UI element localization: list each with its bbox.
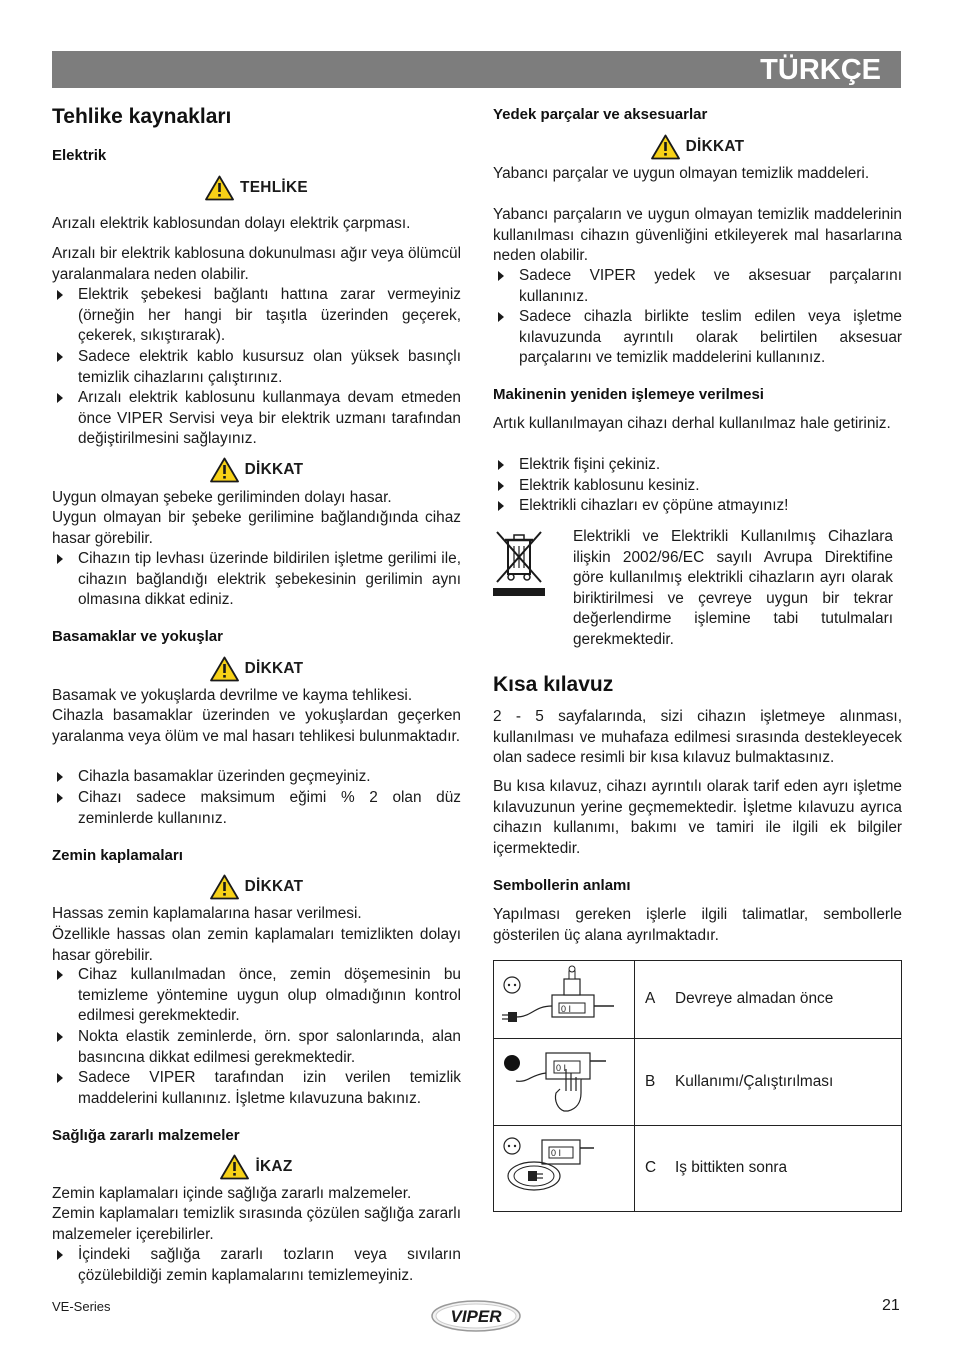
heading-symbols: Sembollerin anlamı: [493, 877, 631, 894]
paragraph: Yapılması gereken işlerle ilgili talimatlar, sembollerle gösterilen üç alana ayrılmaktadır.: [493, 906, 902, 944]
bullet-item: Elektrik fişini çekiniz.: [493, 455, 902, 476]
warning-alert: [52, 1153, 461, 1181]
paragraph: Basamak ve yokuşlarda devrilme ve kayma tehlikesi.: [52, 687, 413, 704]
symbol-description: [635, 1126, 902, 1212]
switch-label: 0 I: [551, 1148, 562, 1158]
bullet-item: Elektrik şebekesi bağlantı hattına zarar vermeyiniz (örneğin her hangi bir taşıtla üzerinden geçerek, çekerek, sıkıştırarak).: [52, 285, 461, 347]
warning-caution: [493, 133, 902, 161]
section-title-quick-guide: Kısa kılavuz: [493, 673, 614, 696]
symbol-label: Kullanımı/Çalıştırılması: [675, 1072, 834, 1090]
heading-stairs: Basamaklar ve yokuşlar: [52, 628, 223, 645]
symbol-description: [635, 1038, 902, 1126]
section-title-hazards: Tehlike kaynakları: [52, 105, 232, 128]
language-header-bar: [52, 51, 901, 88]
warning-triangle-icon: [205, 175, 234, 201]
bullet-item: Cihazın tip levhası üzerinde bildirilen işletme gerilimi ile, cihazın bağlandığı elektrik şebekesinin gerilimin aynı olmasına dikkat ediniz.: [52, 549, 461, 611]
symbol-cell: [494, 1126, 635, 1212]
symbols-table: [493, 960, 902, 1212]
bullet-item: Sadece elektrik kablo kusursuz olan yüksek basınçlı temizlik cihazlarını çalıştırınız.: [52, 347, 461, 388]
bullet-item: Cihaz kullanılmadan önce, zemin döşemesinin bu temizleme yöntemine uygun olup olmadığının kontrol edilmesi gerekmektedir.: [52, 965, 461, 1027]
heading-spare-parts: Yedek parçalar ve aksesuarlar: [493, 106, 708, 123]
paragraph: Bu kısa kılavuz, cihazı ayrıntılı olarak tarif eden ayrı işletme kılavuzunun yerine geçmemektedir. İşletme kılavuzu ayrıca cihazın kullanımı, bakımı ve tamiri ile ilgili ek bilgiler içermektedir.: [493, 778, 902, 857]
symbol-cell: [494, 961, 635, 1039]
page-number: 21: [882, 1297, 900, 1314]
bullet-item: Arızalı elektrik kablosunu kullanmaya devam etmeden önce VIPER Servisi veya bir elektrik uzmanı tarafından değiştirilmesini sağlayınız.: [52, 388, 461, 450]
bullet-item: Cihazı sadece maksimum eğimi % 2 olan düz zeminlerde kullanınız.: [52, 788, 461, 829]
bullet-item: Cihazla basamaklar üzerinden geçmeyiniz.: [52, 767, 461, 788]
unplug-icon: [494, 1126, 634, 1204]
logo-text: VIPER: [450, 1307, 502, 1326]
table-row: [494, 1038, 902, 1126]
viper-logo: [430, 1298, 522, 1334]
paragraph: Yabancı parçaların ve uygun olmayan temizlik maddelerinin kullanılması cihazın güvenliğini etkileyerek mal hasarlarına neden olabilir.: [493, 206, 902, 264]
table-row: [494, 1126, 902, 1212]
warning-label: DİKKAT: [685, 137, 745, 155]
symbol-letter: C: [645, 1159, 657, 1176]
warning-danger: [52, 174, 461, 202]
crossed-out-bin-icon: [493, 528, 545, 598]
warning-label: DİKKAT: [244, 460, 304, 478]
warning-caution: [52, 655, 461, 683]
warning-triangle-icon: [651, 134, 680, 160]
bullet-item: Sadece cihazla birlikte teslim edilen veya işletme kılavuzunda ayrıntılı olarak belirtilen aksesuar parçalarını ve temizlik maddelerini kullanınız.: [493, 307, 902, 369]
symbol-letter: B: [645, 1072, 656, 1090]
bullet-item: Elektrik kablosunu kesiniz.: [493, 476, 902, 497]
bullet-item: İçindeki sağlığa zararlı tozların veya sıvıların çözülebildiği zemin kaplamalarını temizlemeyiniz.: [52, 1245, 461, 1286]
symbol-description: [635, 961, 902, 1039]
symbol-label: Devreye almadan önce: [675, 990, 834, 1007]
heading-electric: Elektrik: [52, 147, 107, 164]
warning-caution: [52, 873, 461, 901]
paragraph: Artık kullanılmayan cihazı derhal kullanılmaz hale getiriniz.: [493, 415, 891, 432]
weee-directive-text: Elektrikli ve Elektrikli Kullanılmış Cihazlara ilişkin 2002/96/EC sayılı Avrupa Direktifine göre kullanılmış elektrikli cihazların ayrı olarak biriktirilmesi ve çevreye uygun bir tekrar değerlendirme işlemine tabi tutulmaları gerekmektedir.: [573, 528, 893, 648]
symbol-letter: A: [645, 990, 656, 1007]
bullet-item: Elektrikli cihazları ev çöpüne atmayınız!: [493, 496, 902, 517]
heading-decommissioning: Makinenin yeniden işlemeye verilmesi: [493, 386, 764, 403]
symbol-label: Iş bittikten sonra: [675, 1159, 788, 1176]
paragraph: Özellikle hassas olan zemin kaplamaları temizlikten dolayı hasar görebilir.: [52, 926, 461, 964]
warning-label: TEHLİKE: [240, 178, 308, 196]
switch-label: 0 I: [561, 1004, 572, 1014]
bullet-item: Nokta elastik zeminlerde, örn. spor salonlarında, alan basıncına dikkat edilmesi gerekmektedir.: [52, 1027, 461, 1068]
language-title: TÜRKÇE: [760, 54, 881, 86]
warning-triangle-icon: [210, 656, 239, 682]
warning-label: DİKKAT: [244, 659, 304, 677]
paragraph: Hassas zemin kaplamalarına hasar verilmesi.: [52, 905, 362, 922]
warning-caution: [52, 456, 461, 484]
plug-in-icon: [494, 961, 634, 1031]
paragraph: Uygun olmayan bir şebeke gerilimine bağlandığında cihaz hasar görebilir.: [52, 509, 461, 547]
paragraph: Yabancı parçalar ve uygun olmayan temizlik maddeleri.: [493, 165, 870, 182]
warning-label: DİKKAT: [244, 877, 304, 895]
warning-triangle-icon: [210, 874, 239, 900]
heading-floor: Zemin kaplamaları: [52, 847, 183, 864]
bullet-item: Sadece VIPER tarafından izin verilen temizlik maddelerini kullanınız. İşletme kılavuzuna bakınız.: [52, 1068, 461, 1109]
paragraph: Uygun olmayan şebeke geriliminden dolayı hasar.: [52, 489, 392, 506]
warning-triangle-icon: [210, 457, 239, 483]
warning-triangle-icon: [220, 1154, 249, 1180]
switch-label: 0 I: [556, 1062, 567, 1073]
table-row: [494, 961, 902, 1039]
paragraph: 2 - 5 sayfalarında, sizi cihazın işletmeye alınması, kullanılması ve muhafaza edilmesi sırasında destekleyecek olan sadece resimli bir kısa kılavuz bulmaktasınız.: [493, 708, 902, 766]
warning-label: İKAZ: [255, 1157, 293, 1175]
paragraph: Arızalı bir elektrik kablosuna dokunulması ağır veya ölümcül yaralanmalara neden olabilir.: [52, 245, 461, 283]
operate-switch-icon: [494, 1039, 634, 1119]
paragraph: Cihazla basamaklar üzerinden ve yokuşlardan geçerken yaralanma veya ölüm ve mal hasarı tehlikesi bulunmaktadır.: [52, 707, 461, 745]
paragraph: Arızalı elektrik kablosundan dolayı elektrik çarpması.: [52, 215, 411, 232]
bullet-item: Sadece VIPER yedek ve aksesuar parçalarını kullanınız.: [493, 266, 902, 307]
paragraph: Zemin kaplamaları temizlik sırasında çözülen sağlığa zararlı malzemeler içerebilirler.: [52, 1205, 461, 1243]
footer-series: VE-Series: [52, 1299, 111, 1314]
paragraph: Zemin kaplamaları içinde sağlığa zararlı malzemeler.: [52, 1185, 412, 1202]
heading-health: Sağlığa zararlı malzemeler: [52, 1127, 240, 1144]
symbol-cell: [494, 1038, 635, 1126]
